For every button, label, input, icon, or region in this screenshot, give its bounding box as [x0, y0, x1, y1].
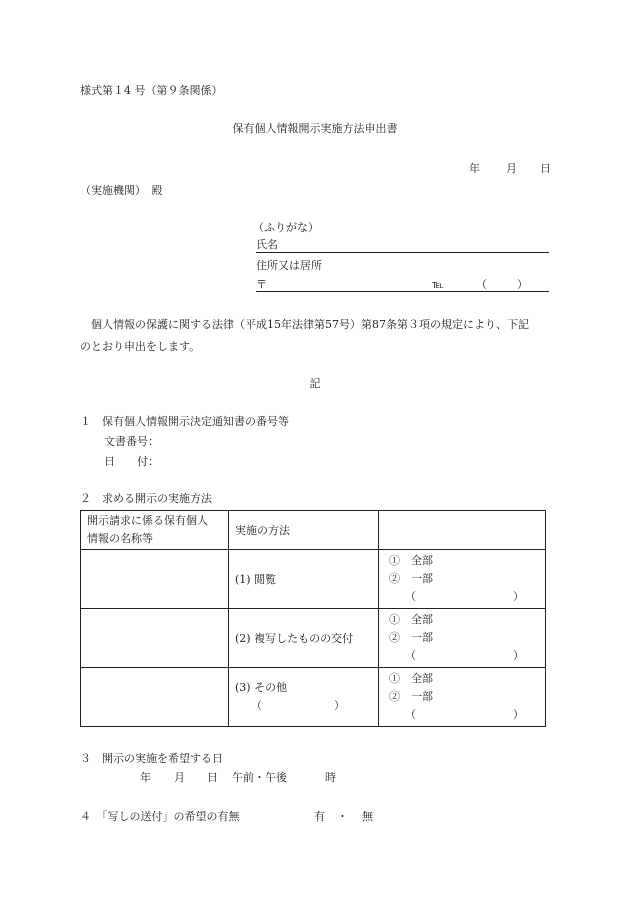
section1-heading: １ 保有個人情報開示決定通知書の番号等 [80, 415, 289, 428]
tel-mark: ℡ [432, 278, 444, 291]
address-underline [256, 291, 549, 292]
date-year-label: 年 [469, 162, 480, 175]
section3-heading: ３ 開示の実施を希望する日 [80, 752, 223, 765]
furigana-label: （ふりがな） [253, 221, 319, 234]
section4-heading: ４ 「写しの送付」の希望の有無 [80, 810, 240, 823]
addressee: （実施機関） 殿 [80, 184, 163, 197]
scope-cell [379, 668, 546, 727]
form-number: 様式第１4 号（第９条関係） [80, 84, 223, 97]
method-label: (2) 複写したものの交付 [235, 632, 354, 645]
info-cell[interactable] [81, 609, 229, 668]
section2-heading: ２ 求める開示の実施方法 [80, 492, 212, 505]
notice-date-label: 日 付： [104, 455, 159, 468]
option-part-detail[interactable]: （ ） [405, 649, 524, 662]
method-table [80, 510, 546, 727]
header-cell-info [81, 511, 229, 550]
name-label: 氏名 [256, 238, 278, 251]
method-cell [229, 668, 379, 727]
doc-number-label: 文書番号： [104, 435, 159, 448]
option-part[interactable]: ② 一部 [389, 572, 433, 585]
postal-mark: 〒 [256, 278, 267, 291]
option-part[interactable]: ② 一部 [389, 631, 433, 644]
body-paragraph-line1: 個人情報の保護に関する法律（平成15年法律第57号）第87条第３項の規定により、下記 [91, 318, 529, 331]
method-label: (3) その他 [235, 681, 288, 694]
header-info-line1: 開示請求に係る保有個人 [87, 514, 208, 527]
table-row [81, 609, 546, 668]
scope-cell [379, 550, 546, 609]
option-all[interactable]: ① 全部 [389, 613, 433, 626]
name-underline [256, 252, 549, 253]
option-all[interactable]: ① 全部 [389, 554, 433, 567]
desired-hour-label: 時 [325, 771, 336, 784]
yes-no-separator: ・ [337, 810, 348, 823]
option-part-detail[interactable]: （ ） [405, 708, 524, 721]
document-title: 保有個人情報開示実施方法申出書 [232, 122, 398, 135]
option-no[interactable]: 無 [362, 810, 373, 823]
option-all[interactable]: ① 全部 [389, 672, 433, 685]
method-cell [229, 609, 379, 668]
address-label: 住所又は居所 [256, 259, 322, 272]
method-cell [229, 550, 379, 609]
header-cell-scope [379, 511, 546, 550]
option-yes[interactable]: 有 [314, 810, 325, 823]
desired-year-label: 年 [140, 771, 151, 784]
date-day-label: 日 [540, 162, 551, 175]
body-paragraph-line2: のとおり申出をします。 [80, 340, 201, 353]
desired-month-label: 月 [174, 771, 185, 784]
header-cell-method: 実施の方法 [229, 511, 379, 550]
table-header-row [81, 511, 546, 550]
scope-cell [379, 609, 546, 668]
method-label: (1) 閲覧 [235, 573, 277, 586]
info-cell[interactable] [81, 668, 229, 727]
option-part[interactable]: ② 一部 [389, 690, 433, 703]
option-part-detail[interactable]: （ ） [405, 590, 524, 603]
other-method-detail[interactable]: （ ） [251, 699, 345, 712]
header-info-line2: 情報の名称等 [87, 532, 153, 545]
am-pm-choice[interactable]: 午前・午後 [232, 771, 287, 784]
date-month-label: 月 [506, 162, 517, 175]
info-cell[interactable] [81, 550, 229, 609]
table-row [81, 668, 546, 727]
tel-paren-close: ） [517, 278, 528, 291]
tel-paren-open: （ [476, 278, 487, 291]
desired-day-label: 日 [207, 771, 218, 784]
ki-heading: 記 [309, 377, 321, 390]
table-row [81, 550, 546, 609]
